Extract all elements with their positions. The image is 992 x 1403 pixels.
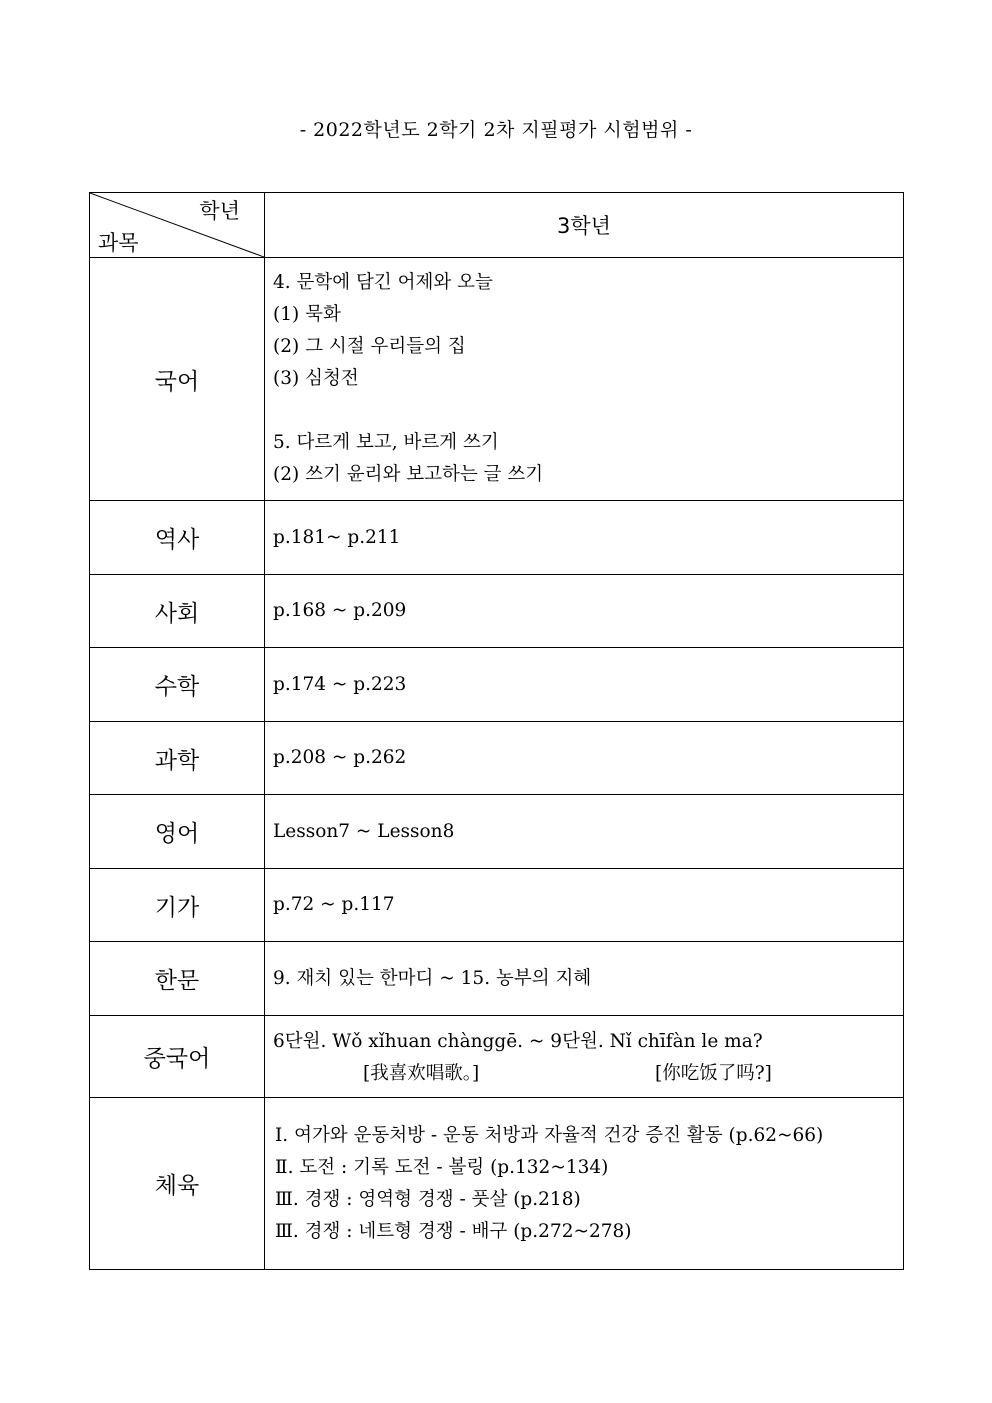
subject-cell: 중국어 [90,1016,265,1098]
range-line: Ⅰ. 여가와 운동처방 - 운동 처방과 자율적 건강 증진 활동 (p.62~66) [275,1124,824,1146]
range-line: Ⅲ. 경쟁 : 네트형 경쟁 - 배구 (p.272~278) [275,1220,632,1242]
range-cell [265,258,904,501]
table-row [90,795,904,869]
table-row [90,501,904,575]
hanzi-sentence: [你吃饭了吗?] [655,1062,772,1084]
spacer [273,395,903,427]
range-cell: p.174 ~ p.223 [265,648,904,722]
table-row [90,942,904,1016]
corner-grade-label: 학년 [199,199,240,223]
range-line: 4. 문학에 담긴 어제와 오늘 [273,272,493,293]
subject-cell: 역사 [90,501,265,575]
table-row [90,648,904,722]
page-title: - 2022학년도 2학기 2차 지필평가 시험범위 - [299,119,693,141]
range-line: (1) 묵화 [273,304,341,325]
table-row [90,1016,904,1098]
range-cell: p.208 ~ p.262 [265,722,904,795]
subject-cell: 수학 [90,648,265,722]
table-row [90,258,904,501]
range-cell: p.168 ~ p.209 [265,575,904,648]
subject-cell: 영어 [90,795,265,869]
range-line: (3) 심청전 [273,368,359,389]
range-line: (2) 쓰기 윤리와 보고하는 글 쓰기 [273,464,544,485]
table-header-row [90,193,904,258]
subject-cell: 한문 [90,942,265,1016]
range-line: 5. 다르게 보고, 바르게 쓰기 [273,432,499,453]
range-cell [265,1098,904,1270]
grade-header: 3학년 [265,193,904,258]
hanzi-sentence: [我喜欢唱歌。] [363,1062,480,1084]
range-cell [265,1016,904,1098]
table-row [90,722,904,795]
subject-cell: 사회 [90,575,265,648]
table-row [90,1098,904,1270]
subject-cell: 과학 [90,722,265,795]
hanzi-line [273,1058,903,1088]
range-line: Ⅱ. 도전 : 기록 도전 - 볼링 (p.132~134) [275,1156,609,1178]
subject-cell: 국어 [90,258,265,501]
subject-cell: 기가 [90,869,265,942]
range-cell: 9. 재치 있는 한마디 ~ 15. 농부의 지혜 [265,942,904,1016]
range-cell: p.181~ p.211 [265,501,904,575]
corner-subject-label: 과목 [98,231,139,255]
range-line: (2) 그 시절 우리들의 집 [273,336,466,357]
table-row [90,869,904,942]
range-cell: p.72 ~ p.117 [265,869,904,942]
range-line: 6단원. Wǒ xǐhuan chànggē. ~ 9단원. Nǐ chīfàn le ma? [273,1030,763,1052]
subject-cell: 체육 [90,1098,265,1270]
exam-range-table [89,192,904,1270]
table-row [90,575,904,648]
range-cell: Lesson7 ~ Lesson8 [265,795,904,869]
range-line: Ⅲ. 경쟁 : 영역형 경쟁 - 풋살 (p.218) [275,1188,581,1210]
header-corner-cell [90,193,265,258]
